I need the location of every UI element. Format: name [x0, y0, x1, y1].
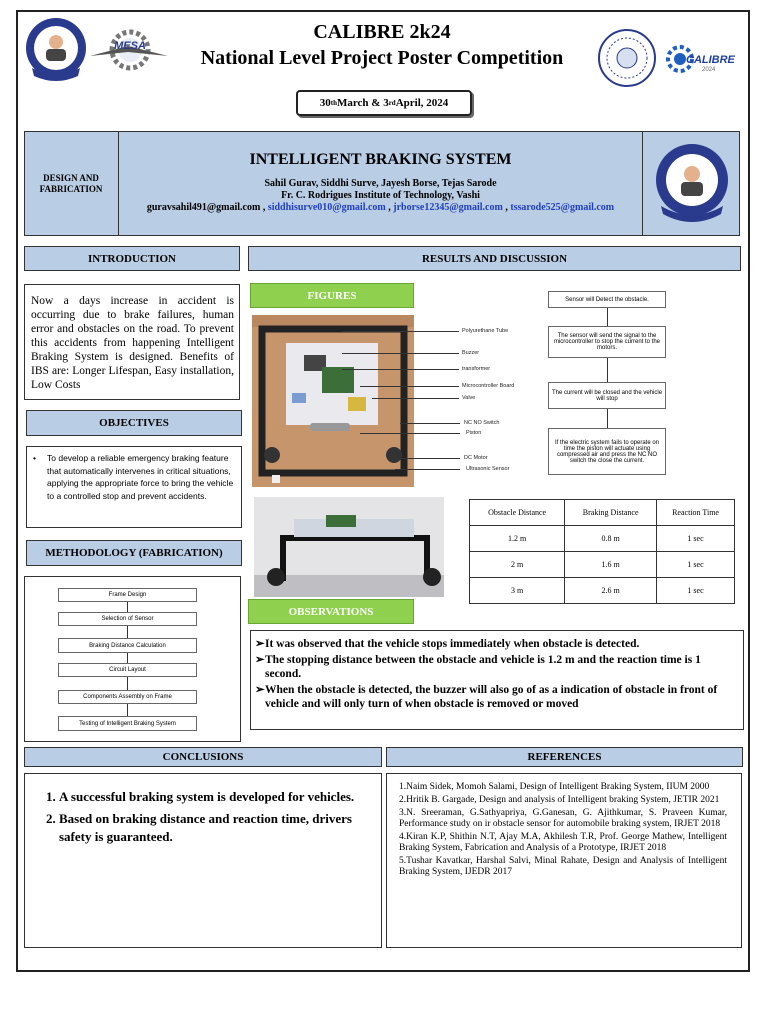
observations-box: [250, 630, 744, 730]
project-institute: Fr. C. Rodrigues Institute of Technology, Vashi: [281, 190, 480, 201]
table-cell: 1 sec: [657, 578, 735, 604]
photo-label-1: Polyurethane Tube: [462, 328, 509, 334]
conclusion-item: 1. A successful braking system is developed for vehicles.: [59, 788, 381, 806]
flow-step-4: If the electric system fails to operate on time the piston will actuate using compressed air and press the NC NO switch the close the current.: [548, 428, 666, 475]
date-sup1: th: [330, 99, 337, 107]
photo-label-3: transformer: [462, 366, 491, 372]
flow-arrow-3: [607, 409, 608, 428]
conclusions-heading: CONCLUSIONS: [24, 747, 382, 767]
observations-label: OBSERVATIONS: [248, 599, 414, 624]
category-label: DESIGN AND FABRICATION: [39, 172, 103, 194]
project-title: INTELLIGENT BRAKING SYSTEM: [249, 151, 512, 168]
reference-item: 1.Naim Sidek, Momoh Salami, Design of Intelligent Braking System, IIUM 2000: [399, 782, 710, 792]
photo-label-7: Piston: [466, 430, 482, 436]
table-row: [470, 526, 735, 552]
table-cell: 1 sec: [657, 552, 735, 578]
table-cell: 1.6 m: [565, 552, 657, 578]
photo-label-line-9: [395, 469, 460, 470]
photo-label-4: Microcontroller Board: [462, 383, 515, 389]
category-cell: [24, 131, 119, 236]
objectives-heading: OBJECTIVES: [26, 410, 242, 436]
table-row: [470, 552, 735, 578]
observation-text: When the obstacle is detected, the buzzer will also go of as a indication of obstacle in front of vehicle and will only turn of when obstacle is removed or moved: [265, 683, 718, 710]
flow-arrow-2: [607, 358, 608, 382]
event-date-badge: [296, 90, 472, 116]
event-subtitle: National Level Project Poster Competition: [200, 47, 564, 69]
methodology-box: [24, 576, 241, 742]
photo-label-line-2: [342, 353, 459, 354]
calibre-logo-year: 2024: [702, 67, 716, 73]
photo-label-line-3: [342, 369, 459, 370]
date-day1: 30: [319, 97, 331, 109]
conclusions-box: [24, 773, 382, 948]
reference-item: 5.Tushar Kavatkar, Harshal Salvi, Minal Rahate, Design and Analysis of Intelligent Braking System, IJEDR 2017: [399, 856, 727, 877]
date-end: April, 2024: [395, 97, 449, 109]
method-arrow-2: [127, 626, 128, 638]
table-header-obstacle: Obstacle Distance: [470, 500, 565, 526]
flow-step-1: Sensor will Detect the obstacle.: [548, 291, 666, 308]
objectives-text: To develop a reliable emergency braking feature that automatically intervenes in critical situations, applying the appropriate force to bring the vehicle to a controlled stop and prevent accidents.: [47, 453, 234, 501]
email-2: siddhisurve010@gmail.com: [267, 202, 386, 213]
conclusions-list: [25, 788, 381, 846]
photo-label-9: Ultrasonic Sensor: [466, 466, 510, 472]
results-table: [469, 499, 735, 604]
flow-step-3: The current will be closed and the vehicle will stop: [548, 382, 666, 409]
methodology-heading: METHODOLOGY (FABRICATION): [26, 540, 242, 566]
table-cell: 0.8 m: [565, 526, 657, 552]
method-arrow-1: [127, 602, 128, 612]
observation-arrow-icon: ➢: [255, 638, 265, 650]
table-header-braking: Braking Distance: [565, 500, 657, 526]
results-heading: RESULTS AND DISCUSSION: [248, 246, 741, 271]
introduction-heading: INTRODUCTION: [24, 246, 240, 271]
table-cell: 1.2 m: [470, 526, 565, 552]
method-arrow-4: [127, 677, 128, 690]
calibre-logo-text: CALIBRE: [686, 54, 735, 66]
email-1: guravsahil491@gmail.com: [146, 202, 261, 213]
conclusion-item: 2. Based on braking distance and reaction time, drivers safety is guaranteed.: [59, 810, 381, 846]
institute-seal-right: [597, 28, 657, 88]
method-arrow-3: [127, 653, 128, 663]
email-sep-2: ,: [385, 202, 394, 213]
photo-label-line-1: [342, 331, 459, 332]
flow-arrow-1: [607, 308, 608, 326]
table-row: [470, 578, 735, 604]
email-sep-1: ,: [260, 202, 268, 213]
project-logo-cell: [642, 131, 740, 236]
observation-item: [255, 653, 735, 682]
prototype-photo-top: [252, 315, 414, 487]
photo-label-5: Valve: [462, 395, 476, 401]
prototype-photo-bottom: [254, 497, 444, 597]
table-cell: 2.6 m: [565, 578, 657, 604]
email-sep-3: ,: [502, 202, 511, 213]
references-heading: REFERENCES: [386, 747, 743, 767]
photo-label-line-7: [360, 433, 460, 434]
institute-logo-left: [24, 16, 88, 84]
method-step-4: Circuit Layout: [58, 663, 197, 677]
figures-label: FIGURES: [250, 283, 414, 308]
project-emails: [119, 202, 642, 213]
mesa-logo-text: MESA: [114, 40, 146, 52]
objectives-bullet: •: [33, 453, 36, 463]
observation-text: It was observed that the vehicle stops immediately when obstacle is detected.: [265, 638, 640, 650]
photo-label-line-4: [360, 386, 459, 387]
observation-item: [255, 637, 735, 652]
table-cell: 1 sec: [657, 526, 735, 552]
table-header-reaction: Reaction Time: [657, 500, 735, 526]
introduction-box: [24, 284, 240, 400]
observation-arrow-icon: ➢: [255, 683, 265, 696]
method-step-6: Testing of Intelligent Braking System: [58, 716, 197, 731]
introduction-text: Now a days increase in accident is occurring due to brake failures, human error and obstacles on the road. To prevent this accidents from happening Intelligent Braking System is designed. Benefits of IBS are: Longer Lifespan, Easy installation, Low Costs: [31, 295, 234, 391]
photo-label-line-5: [372, 398, 459, 399]
photo-label-6: NC NO Switch: [464, 420, 500, 426]
method-step-2: Selection of Sensor: [58, 612, 197, 626]
photo-label-2: Buzzer: [462, 350, 480, 356]
method-arrow-5: [127, 704, 128, 716]
reference-item: 2.Hritik B. Gargade, Design and analysis of Intelligent braking System, JETIR 2021: [399, 795, 720, 805]
institute-logo-project: [653, 142, 731, 226]
table-cell: 3 m: [470, 578, 565, 604]
photo-label-line-8: [392, 458, 460, 459]
objectives-box: [26, 446, 242, 528]
observation-text: The stopping distance between the obstacle and vehicle is 1.2 m and the reaction time is 1 second.: [265, 653, 701, 680]
photo-label-line-6: [400, 423, 460, 424]
email-4: tssarode525@gmail.com: [510, 202, 615, 213]
reference-item: 3.N. Sreeraman, G.Sathyapriya, G.Ganesan, G. Ajithkumar, S. Praveen Kumar, Performance study on ir obstacle sensor for automobile braking system, IRJET 2018: [399, 808, 727, 829]
method-step-1: Frame Design: [58, 588, 197, 602]
photo-label-8: DC Motor: [464, 455, 488, 461]
observation-item: [255, 683, 735, 712]
date-sup2: rd: [388, 99, 396, 107]
table-cell: 2 m: [470, 552, 565, 578]
event-title: CALIBRE 2k24: [313, 21, 451, 43]
method-step-5: Components Assembly on Frame: [58, 690, 197, 704]
flow-step-2: The sensor will send the signal to the microcontroller to stop the current to the motors.: [548, 326, 666, 358]
table-header-row: [470, 500, 735, 526]
references-box: [386, 773, 742, 948]
objectives-item: [33, 452, 235, 502]
reference-item: 4.Kiran K.P, Shithin N.T, Ajay M.A, Akhilesh T.R, Prof. George Mathew, Intelligent Braking System, Fabrication and Analysis of a Prototype, IRJET 2018: [399, 832, 727, 853]
project-info: [119, 131, 642, 236]
method-step-3: Braking Distance Calculation: [58, 638, 197, 653]
email-3: jrborse12345@gmail.com: [393, 202, 503, 213]
date-mid: March & 3: [336, 97, 389, 109]
project-authors: Sahil Gurav, Siddhi Surve, Jayesh Borse, Tejas Sarode: [264, 178, 497, 189]
observation-arrow-icon: ➢: [255, 653, 265, 666]
